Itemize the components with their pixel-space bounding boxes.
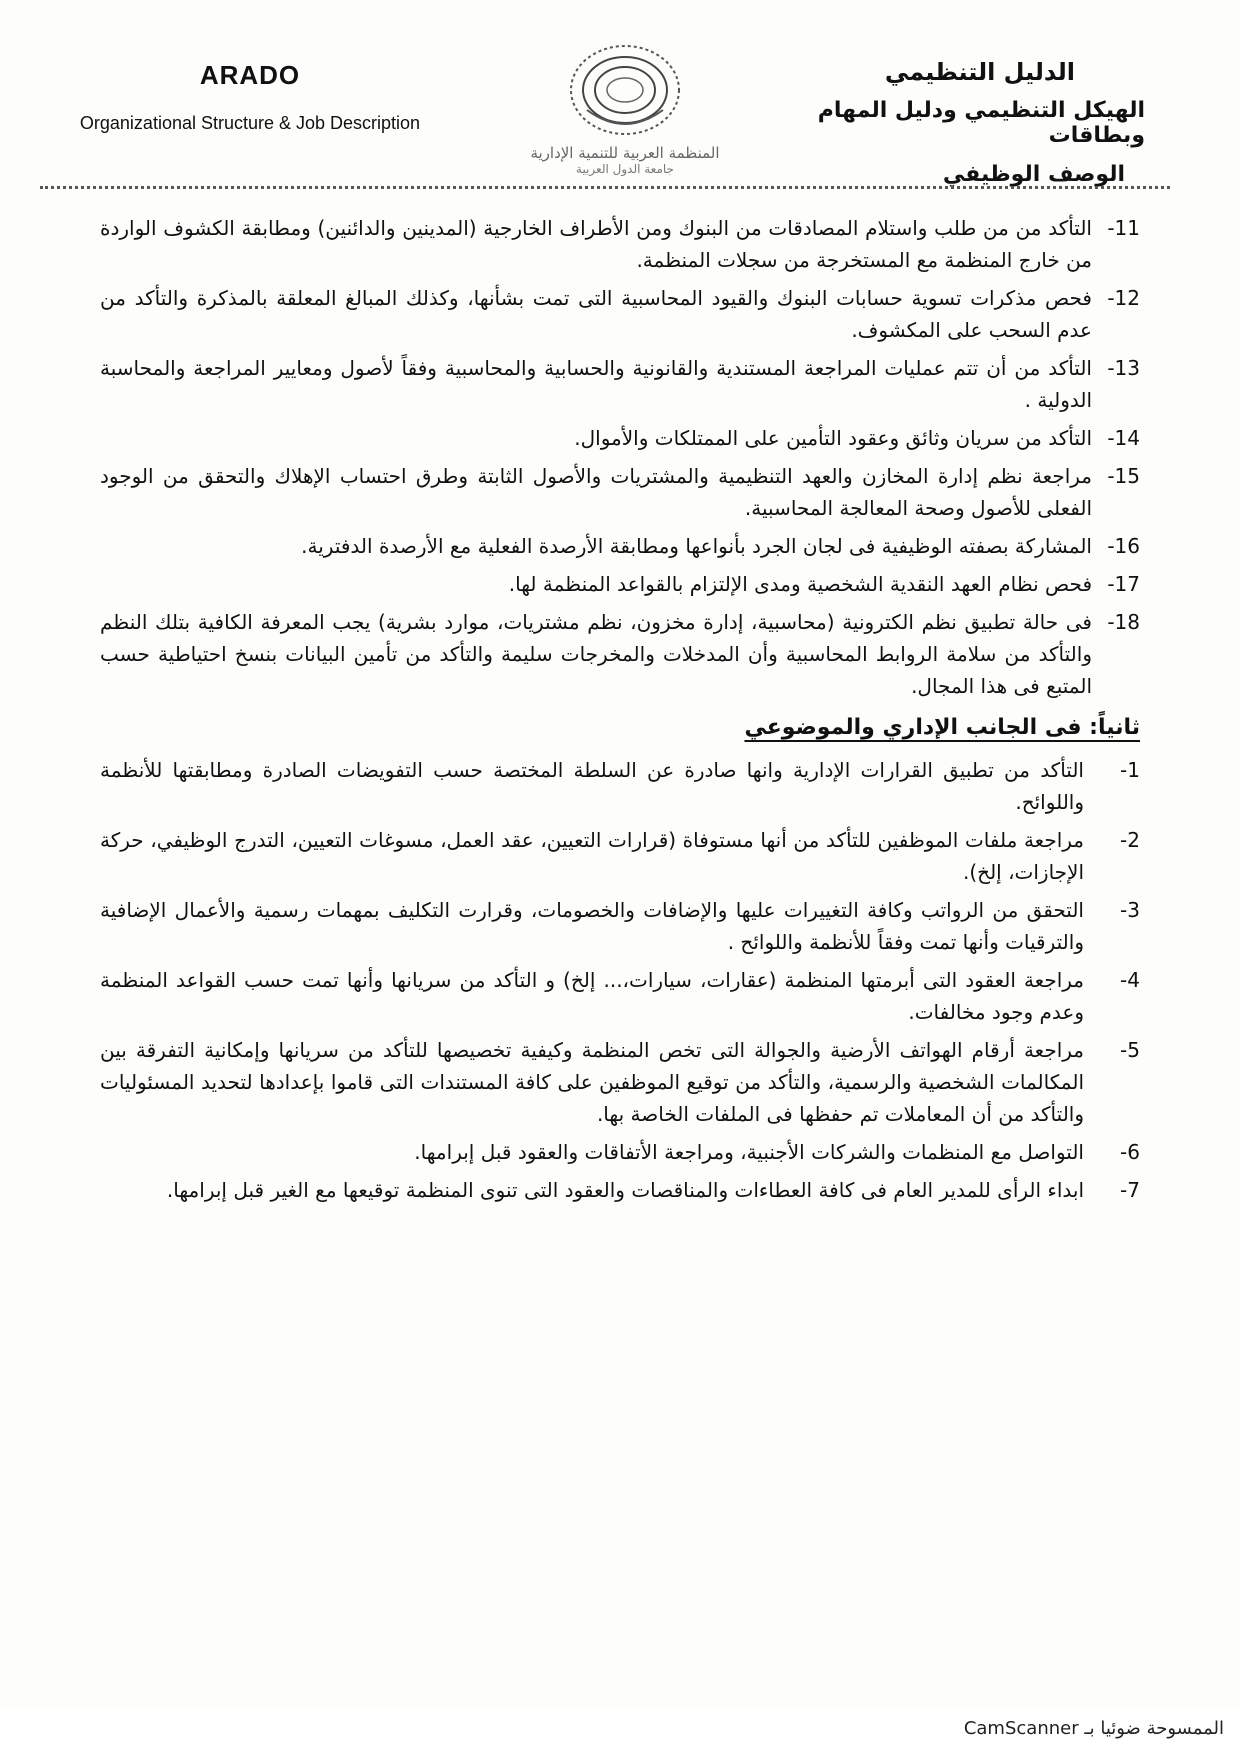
header-divider [40, 186, 1170, 189]
list-item: 11- التأكد من من طلب واستلام المصادقات من البنوك ومن الأطراف الخارجية (المدينين والدائنين) ومطابقة الكشوف الواردة من خارج المنظمة مع المستخرجة من سجلات المنظمة. [100, 216, 1140, 272]
list-item: 13- التأكد من أن تتم عمليات المراجعة المستندية والقانونية والحسابية والمحاسبية وفقاً لأصول ومعايير المراجعة والمحاسبة الدولية . [100, 356, 1140, 412]
list-item: 6- التواصل مع المنظمات والشركات الأجنبية، ومراجعة الأتفاقات والعقود قبل إبرامها. [414, 1140, 1140, 1164]
org-name-ar: المنظمة العربية للتنمية الإدارية [530, 144, 720, 162]
camscanner-watermark: الممسوحة ضوئيا بـ CamScanner [963, 1718, 1224, 1739]
section-2-list [100, 754, 1140, 1206]
english-subtitle: Organizational Structure & Job Description [79, 113, 421, 133]
org-sub-ar: جامعة الدول العربية [576, 162, 674, 176]
brand-name: ARADO [199, 60, 301, 90]
org-logo-block [520, 40, 730, 190]
list-item: 4- مراجعة العقود التى أبرمتها المنظمة (عقارات، سيارات،... إلخ) و التأكد من سريانها وأنها تمت حسب القواعد المنظمة وعدم وجود مخالفات. [100, 968, 1140, 1024]
list-item: 7- ابداء الرأى للمدير العام فى كافة العطاءات والمناقصات والعقود التى تنوى المنظمة توقيعها مع الغير قبل إبرامها. [166, 1178, 1140, 1202]
header-title-3: الوصف الوظيفي [942, 162, 1125, 187]
list-item: 16- المشاركة بصفته الوظيفية فى لجان الجرد بأنواعها ومطابقة الأرصدة الفعلية مع الأرصدة الدفترية. [301, 534, 1140, 558]
list-item: 5- مراجعة أرقام الهواتف الأرضية والجوالة التى تخص المنظمة وكيفية تخصيصها للتأكد من سريانها وإمكانية التفرقة بين المكالمات الشخصية والرسمية، والتأكد من توقيع الموظفين على كافة المستندات التى قاموا بإعدادها لتحديد المسئوليات والتأكد من أن المعاملات تم حفظها فى الملفات الخاصة بها. [100, 1038, 1140, 1126]
header-title-2: الهيكل التنظيمي ودليل المهام وبطاقات [817, 98, 1145, 148]
list-item: 14- التأكد من سريان وثائق وعقود التأمين على الممتلكات والأموال. [574, 426, 1140, 450]
header-right [745, 58, 1145, 187]
header-left [40, 60, 460, 134]
section-1-list [100, 212, 1140, 702]
list-item: 17- فحص نظام العهد النقدية الشخصية ومدى الإلتزام بالقواعد المنظمة لها. [508, 572, 1140, 596]
list-item: 3- التحقق من الرواتب وكافة التغييرات عليها والإضافات والخصومات، وقرارت التكليف بمهمات رسمية والأعمال الإضافية والترقيات وأنها تمت وفقاً للأنظمة واللوائح . [100, 898, 1140, 954]
list-item: 2- مراجعة ملفات الموظفين للتأكد من أنها مستوفاة (قرارات التعيين، عقد العمل، مسوغات التعيين، التدرج الوظيفي، حركة الإجازات، إلخ). [100, 828, 1140, 884]
list-item: 12- فحص مذكرات تسوية حسابات البنوك والقيود المحاسبية التى تمت بشأنها، وكذلك المبالغ المعلقة بالمذكرة والتأكد من عدم السحب على المكشوف. [100, 286, 1140, 342]
org-seal-icon [565, 40, 685, 140]
list-item: 1- التأكد من تطبيق القرارات الإدارية وانها صادرة عن السلطة المختصة حسب التفويضات الصادرة ومطابقتها للأنظمة واللوائح. [100, 758, 1140, 814]
section-2-heading: ثانياً: فى الجانب الإداري والموضوعي [744, 715, 1140, 740]
document-body [100, 212, 1140, 1212]
header-title-1: الدليل التنظيمي [884, 58, 1075, 86]
list-item: 18- فى حالة تطبيق نظم الكترونية (محاسبية، إدارة مخزون، نظم مشتريات، موارد بشرية) يجب المعرفة الكافية بتلك النظم والتأكد من سلامة الروابط المحاسبية وأن المدخلات والمخرجات سليمة والتأكد من تأمين البيانات بنسخ احتياطية حسب المتبع فى هذا المجال. [100, 610, 1140, 698]
list-item: 15- مراجعة نظم إدارة المخازن والعهد التنظيمية والمشتريات والأصول الثابتة وطرق احتساب الإهلاك والتحقق من الوجود الفعلى للأصول وصحة المعالجة المحاسبية. [100, 464, 1140, 520]
